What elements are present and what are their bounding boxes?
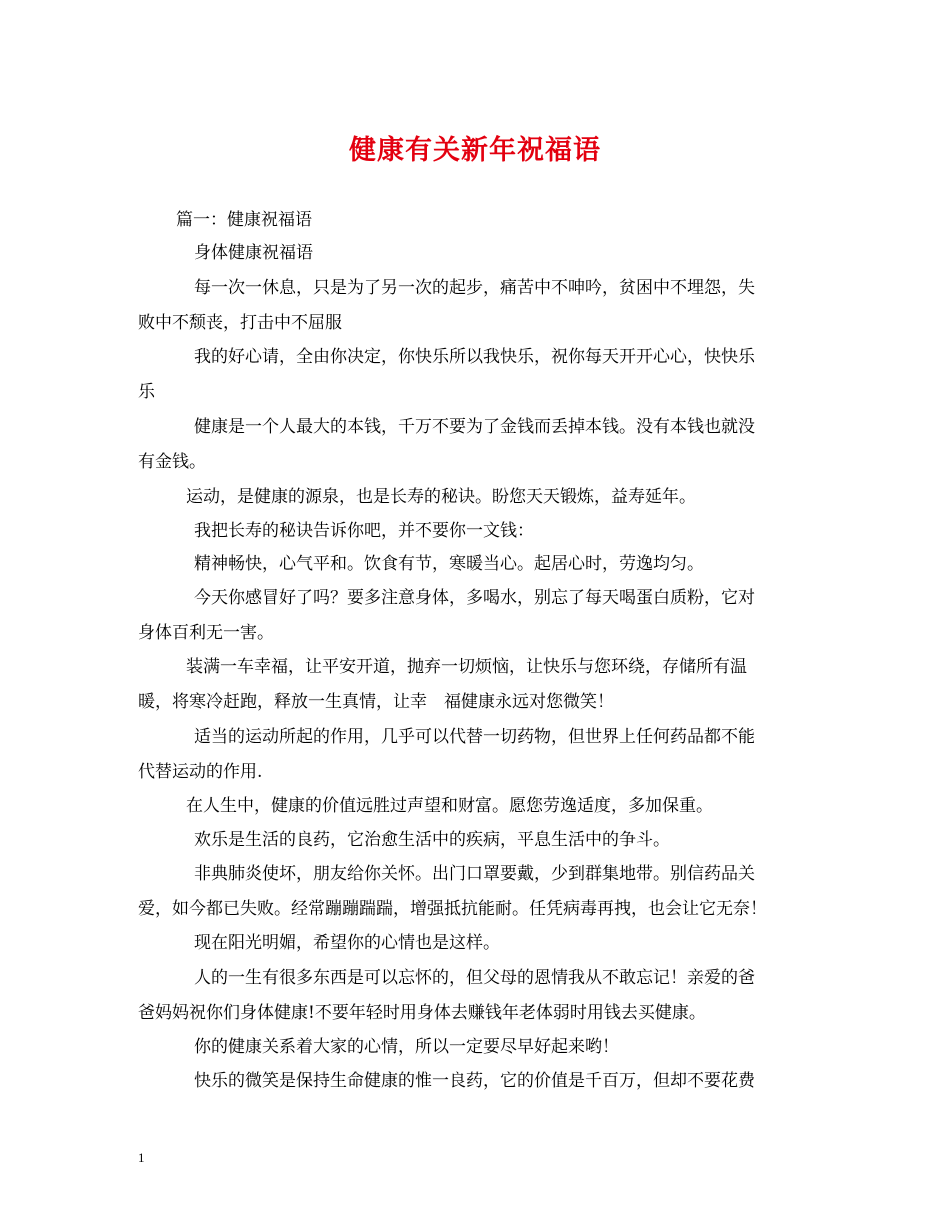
text-line: 今天你感冒好了吗？要多注意身体，多喝水，别忘了每天喝蛋白质粉，它对: [194, 588, 755, 608]
text-line: 代替运动的作用.: [138, 762, 263, 782]
text-line: 身体健康祝福语: [194, 243, 313, 263]
text-line: 败中不颓丧，打击中不屈服: [138, 313, 342, 333]
text-line: 我把长寿的秘诀告诉你吧，并不要你一文钱：: [194, 521, 534, 541]
text-line: 适当的运动所起的作用，几乎可以代替一切药物，但世界上任何药品都不能: [194, 727, 755, 747]
text-line: 健康是一个人最大的本钱，千万不要为了金钱而丢掉本钱。没有本钱也就没: [194, 417, 755, 437]
page-number: 1: [138, 1150, 145, 1165]
text-line: 我的好心请，全由你决定，你快乐所以我快乐，祝你每天开开心心，快快乐: [194, 347, 755, 367]
text-line: 在人生中，健康的价值远胜过声望和财富。愿您劳逸适度，多加保重。: [186, 796, 713, 816]
text-line: 快乐的微笑是保持生命健康的惟一良药，它的价值是千百万，但却不要花费: [194, 1071, 755, 1091]
text-line: 身体百利无一害。: [138, 623, 274, 643]
text-line: 每一次一休息，只是为了另一次的起步，痛苦中不呻吟，贫困中不埋怨，失: [194, 278, 755, 298]
text-line: 现在阳光明媚，希望你的心情也是这样。: [194, 933, 500, 953]
text-line: 有金钱。: [138, 452, 206, 472]
text-line: 篇一：健康祝福语: [176, 210, 312, 230]
text-line: 你的健康关系着大家的心情，所以一定要尽早好起来哟！: [194, 1037, 619, 1057]
text-line: 乐: [138, 382, 155, 402]
page-title: 健康有关新年祝福语: [349, 135, 601, 166]
text-line: 暖，将寒冷赶跑，释放一生真情，让幸 福健康永远对您微笑！: [138, 692, 614, 712]
text-line: 爱，如今都已失败。经常蹦蹦踹踹，增强抵抗能耐。任凭病毒再拽，也会让它无奈！: [138, 899, 767, 919]
text-line: 装满一车幸福，让平安开道，抛弃一切烦恼，让快乐与您环绕，存储所有温: [186, 657, 747, 677]
text-line: 精神畅快，心气平和。饮食有节，寒暖当心。起居心时，劳逸均匀。: [194, 554, 704, 574]
text-line: 人的一生有很多东西是可以忘怀的，但父母的恩情我从不敢忘记！亲爱的爸: [194, 968, 755, 988]
text-line: 非典肺炎使坏，朋友给你关怀。出门口罩要戴，少到群集地带。别信药品关: [194, 864, 755, 884]
text-line: 运动，是健康的源泉，也是长寿的秘诀。盼您天天锻炼，益寿延年。: [186, 487, 696, 507]
text-line: 欢乐是生活的良药，它治愈生活中的疾病，平息生活中的争斗。: [194, 830, 670, 850]
text-line: 爸妈妈祝你们身体健康!不要年轻时用身体去赚钱年老体弱时用钱去买健康。: [138, 1003, 706, 1023]
